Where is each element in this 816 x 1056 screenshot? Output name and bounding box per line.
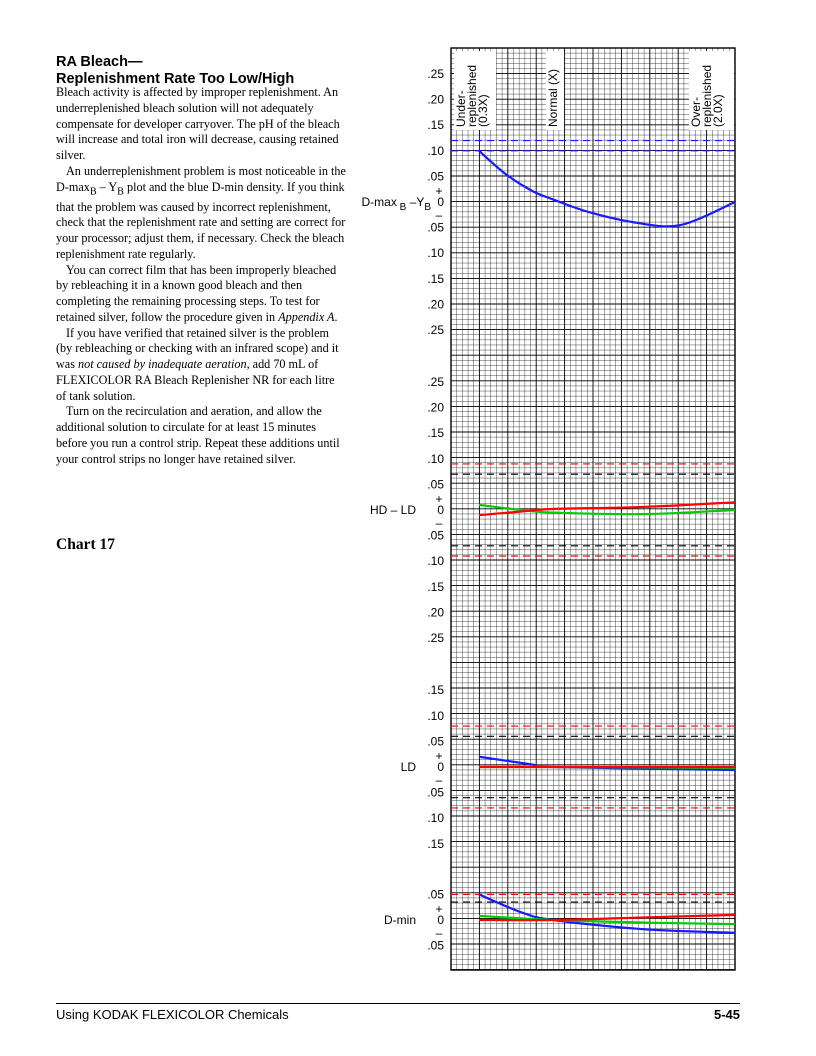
x-header-label: (2.0X) xyxy=(711,94,725,127)
minus-sign: – xyxy=(435,773,443,787)
minus-sign: – xyxy=(435,516,443,530)
heading-line-1: RA Bleach— xyxy=(56,54,143,70)
paragraph-1: Bleach activity is affected by improper replenishment. An underreplenished bleach solution will not adequately compensate for developer carryover. The pH of the bleach will increase and total iron will decrease, causing retained silver. xyxy=(56,85,340,162)
tick-label: .25 xyxy=(427,67,444,81)
tick-label-zero: 0 xyxy=(437,760,444,774)
footer-rule xyxy=(56,1003,740,1004)
tick-label: .05 xyxy=(427,938,444,953)
chart-title: Chart 17 xyxy=(56,536,115,553)
tick-label: .25 xyxy=(427,631,444,645)
paragraph-4: If you have verified that retained silver is the problem (by rebleaching or checking with an infrared scope) and it was not caused by inadequate aeration, add 70 mL of FLEXICOLOR RA Bleach Replenisher NR for each litre of tank solution. xyxy=(56,325,339,403)
x-header-label: Normal (X) xyxy=(546,68,560,127)
tick-label: .15 xyxy=(427,426,444,441)
heading-line-2: Replenishment Rate Too Low/High xyxy=(56,71,295,87)
tick-label: .10 xyxy=(427,451,444,466)
tick-label: .05 xyxy=(427,220,444,235)
tick-label: .15 xyxy=(427,683,444,698)
panel-label: LD xyxy=(400,760,416,774)
plus-sign: + xyxy=(435,492,443,506)
plus-sign: + xyxy=(435,902,443,916)
tick-label: .10 xyxy=(427,554,444,569)
paragraph-3: You can correct film that has been improperly bleached by rebleaching it in a known good bleach and then completing the remaining processing steps. To test for retained silver, follow the procedure given in Appendix A. xyxy=(56,262,338,324)
tick-label: .05 xyxy=(427,734,444,749)
tick-label: .10 xyxy=(427,143,444,158)
tick-label: .05 xyxy=(427,785,444,800)
tick-label: .20 xyxy=(427,400,444,415)
tick-label: .20 xyxy=(427,92,444,107)
x-header-label: Under- xyxy=(454,90,468,127)
x-header-label: replenished xyxy=(700,64,714,127)
x-header-label: Over- xyxy=(689,97,703,127)
panel-label: D-max $_B$ $-Y_B$ xyxy=(361,195,431,213)
tick-label: .05 xyxy=(427,528,444,543)
x-header-label: (0.3X) xyxy=(476,94,490,127)
tick-label-zero: 0 xyxy=(437,913,444,927)
tick-label-zero: 0 xyxy=(437,195,444,209)
tick-label: .15 xyxy=(427,271,444,286)
tick-label: .20 xyxy=(427,297,444,312)
tick-label: .05 xyxy=(427,477,444,492)
tick-label: .20 xyxy=(427,605,444,620)
tick-label: .25 xyxy=(427,375,444,389)
plus-sign: + xyxy=(435,184,443,198)
minus-sign: – xyxy=(435,208,443,222)
tick-label: .15 xyxy=(427,579,444,594)
tick-label-zero: 0 xyxy=(437,503,444,517)
paragraph-5: Turn on the recirculation and aeration, and allow the additional solution to circulate for at least 15 minutes before you run a control strip. Repeat these additions until your control strips no longer have retained silver. xyxy=(56,404,340,466)
minus-sign: – xyxy=(435,926,443,940)
tick-label: .05 xyxy=(427,887,444,902)
paragraph-2: An underreplenishment problem is most noticeable in the $D-\max_B - Y_B$ plot and the blue D-min density. If you think that the problem was caused by incorrect replenishment, check that the replenishment rate and setting are correct for your processor; adjust them, if necessary. Check the bleach replenishment rate regularly. xyxy=(56,163,346,261)
tick-label: .15 xyxy=(427,118,444,133)
plus-sign: + xyxy=(435,749,443,763)
page-number: 5-45 xyxy=(713,1007,740,1022)
tick-label: .10 xyxy=(427,708,444,723)
tick-label: .25 xyxy=(427,323,444,337)
tick-label: .10 xyxy=(427,811,444,826)
panel-label: HD – LD xyxy=(369,503,416,517)
tick-label: .05 xyxy=(427,169,444,184)
tick-label: .10 xyxy=(427,246,444,261)
footer-title: Using KODAK FLEXICOLOR Chemicals xyxy=(56,1007,289,1022)
tick-label: .15 xyxy=(427,836,444,851)
panel-label: D-min xyxy=(384,913,416,927)
x-header-label: replenished xyxy=(465,64,479,127)
